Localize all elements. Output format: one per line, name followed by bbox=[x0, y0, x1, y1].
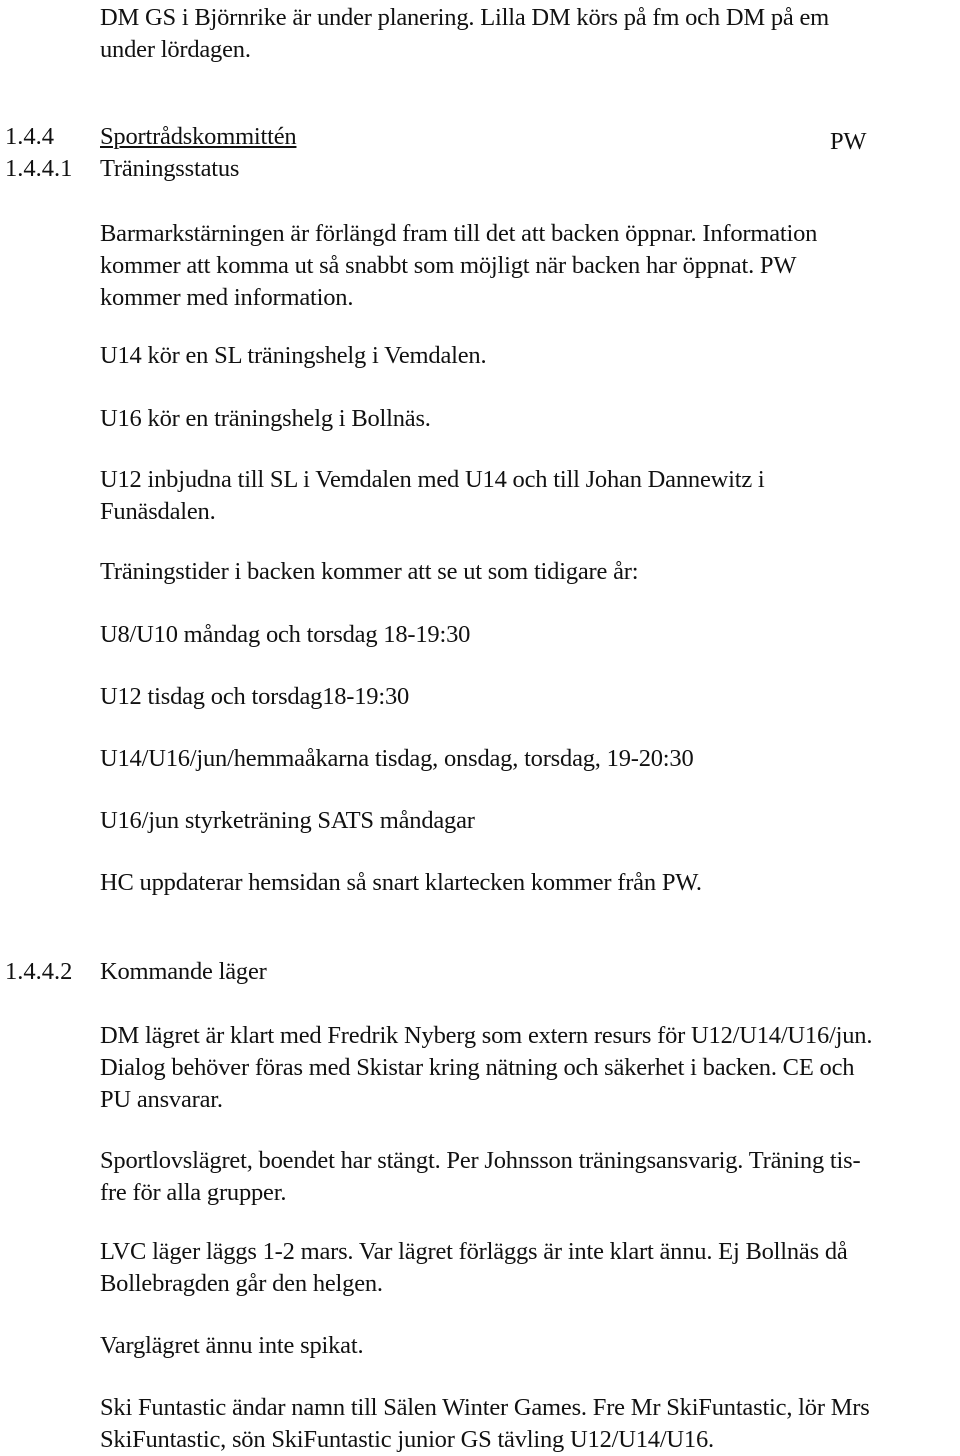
paragraph-line: SkiFuntastic, sön SkiFuntastic junior GS tävling U12/U14/U16. bbox=[100, 1426, 714, 1453]
paragraph-line: Barmarkstärningen är förlängd fram till det att backen öppnar. Information bbox=[100, 220, 818, 247]
camp-paragraph bbox=[100, 1145, 860, 1209]
subsection-title: Kommande läger bbox=[100, 958, 267, 985]
paragraph-line: kommer med information. bbox=[100, 284, 354, 311]
paragraph-line: U16/jun styrketräning SATS måndagar bbox=[100, 807, 475, 834]
camp-paragraph bbox=[100, 1330, 363, 1362]
paragraph-line: PU ansvarar. bbox=[100, 1086, 223, 1113]
paragraph-line: fre för alla grupper. bbox=[100, 1179, 287, 1206]
section-title: Sportrådskommittén bbox=[100, 123, 297, 150]
subsection-number: 1.4.4.1 bbox=[5, 155, 73, 182]
paragraph-line: HC uppdaterar hemsidan så snart klartecken kommer från PW. bbox=[100, 869, 702, 896]
paragraph-line: Funäsdalen. bbox=[100, 498, 216, 525]
paragraph-line: U12 inbjudna till SL i Vemdalen med U14 och till Johan Dannewitz i bbox=[100, 466, 765, 493]
intro-line: under lördagen. bbox=[100, 36, 251, 63]
paragraph-line: DM lägret är klart med Fredrik Nyberg som extern resurs för U12/U14/U16/jun. bbox=[100, 1022, 873, 1049]
camp-paragraph bbox=[100, 1236, 848, 1300]
camp-paragraph bbox=[100, 1392, 870, 1456]
schedule-line bbox=[100, 681, 409, 713]
intro-paragraph bbox=[100, 2, 829, 66]
section-owner: PW bbox=[830, 128, 867, 155]
paragraph-line: Bollebragden går den helgen. bbox=[100, 1270, 383, 1297]
paragraph-line: U16 kör en träningshelg i Bollnäs. bbox=[100, 405, 431, 432]
subsection-title: Träningsstatus bbox=[100, 155, 240, 182]
paragraph-line: Dialog behöver föras med Skistar kring nätning och säkerhet i backen. CE och bbox=[100, 1054, 855, 1081]
paragraph-line: U14 kör en SL träningshelg i Vemdalen. bbox=[100, 342, 487, 369]
status-paragraph bbox=[100, 464, 765, 528]
paragraph-line: Sportlovslägret, boendet har stängt. Per Johnsson träningsansvarig. Träning tis- bbox=[100, 1147, 861, 1174]
status-paragraph bbox=[100, 218, 817, 314]
status-paragraph bbox=[100, 340, 486, 372]
paragraph-line: Varglägret ännu inte spikat. bbox=[100, 1332, 364, 1359]
schedule-line bbox=[100, 805, 475, 837]
paragraph-line: kommer att komma ut så snabbt som möjligt när backen har öppnat. PW bbox=[100, 252, 797, 279]
section-number: 1.4.4 bbox=[5, 123, 54, 150]
subsection-number: 1.4.4.2 bbox=[5, 958, 73, 985]
schedule-line bbox=[100, 619, 470, 651]
status-paragraph bbox=[100, 867, 702, 899]
paragraph-line: Träningstider i backen kommer att se ut som tidigare år: bbox=[100, 558, 639, 585]
paragraph-line: U14/U16/jun/hemmaåkarna tisdag, onsdag, torsdag, 19-20:30 bbox=[100, 745, 694, 772]
paragraph-line: LVC läger läggs 1-2 mars. Var lägret förläggs är inte klart ännu. Ej Bollnäs då bbox=[100, 1238, 848, 1265]
status-paragraph bbox=[100, 556, 638, 588]
paragraph-line: U8/U10 måndag och torsdag 18-19:30 bbox=[100, 621, 471, 648]
paragraph-line: U12 tisdag och torsdag18-19:30 bbox=[100, 683, 410, 710]
schedule-line bbox=[100, 743, 694, 775]
paragraph-line: Ski Funtastic ändar namn till Sälen Winter Games. Fre Mr SkiFuntastic, lör Mrs bbox=[100, 1394, 870, 1421]
status-paragraph bbox=[100, 403, 431, 435]
intro-line: DM GS i Björnrike är under planering. Lilla DM körs på fm och DM på em bbox=[100, 4, 830, 31]
camp-paragraph bbox=[100, 1020, 872, 1116]
